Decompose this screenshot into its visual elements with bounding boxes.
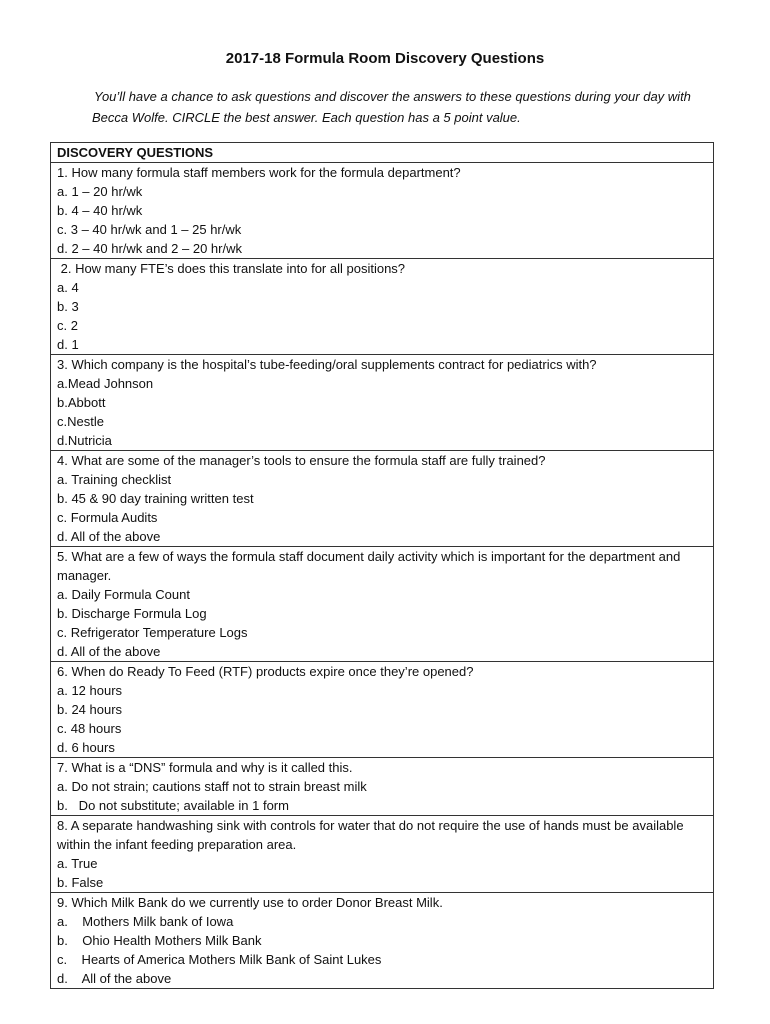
answer-option: c. 3 – 40 hr/wk and 1 – 25 hr/wk <box>57 222 242 237</box>
question-row-9 <box>51 893 714 989</box>
question-row-3 <box>51 355 714 451</box>
question-cell <box>51 662 714 758</box>
discovery-questions-table <box>50 142 714 989</box>
answer-option: a. Training checklist <box>57 472 172 487</box>
question-text: 3. Which company is the hospital’s tube-feeding/oral supplements contract for pediatrics with? <box>57 357 597 372</box>
question-text: 5. What are a few of ways the formula staff document daily activity which is important for the department and manager. <box>57 549 681 583</box>
question-text: 4. What are some of the manager’s tools to ensure the formula staff are fully trained? <box>57 453 546 468</box>
table-header: DISCOVERY QUESTIONS <box>51 143 714 163</box>
question-cell <box>51 259 714 355</box>
question-cell <box>51 451 714 547</box>
question-cell <box>51 163 714 259</box>
answer-option: c.Nestle <box>57 414 104 429</box>
answer-option: d. All of the above <box>57 644 161 659</box>
question-text: 1. How many formula staff members work for the formula department? <box>57 165 461 180</box>
question-cell <box>51 547 714 662</box>
question-row-6 <box>51 662 714 758</box>
answer-option: d. 6 hours <box>57 740 115 755</box>
page-title: 2017-18 Formula Room Discovery Questions <box>225 50 545 67</box>
question-row-5 <box>51 547 714 662</box>
question-cell <box>51 816 714 893</box>
question-text: 9. Which Milk Bank do we currently use to order Donor Breast Milk. <box>57 895 443 910</box>
answer-option: d. All of the above <box>57 529 161 544</box>
answer-option: a. Daily Formula Count <box>57 587 190 602</box>
answer-option: b. Do not substitute; available in 1 form <box>57 798 289 813</box>
answer-option: a. 12 hours <box>57 683 123 698</box>
answer-option: b. Discharge Formula Log <box>57 606 207 621</box>
answer-option: b. 24 hours <box>57 702 123 717</box>
answer-option: c. Hearts of America Mothers Milk Bank of Saint Lukes <box>57 952 382 967</box>
question-text: 2. How many FTE’s does this translate into for all positions? <box>57 261 406 276</box>
question-cell <box>51 893 714 989</box>
answer-option: c. 2 <box>57 318 78 333</box>
answer-option: c. Formula Audits <box>57 510 158 525</box>
answer-option: a.Mead Johnson <box>57 376 154 391</box>
question-cell <box>51 758 714 816</box>
question-row-7 <box>51 758 714 816</box>
answer-option: a. 1 – 20 hr/wk <box>57 184 143 199</box>
question-text: 7. What is a “DNS” formula and why is it called this. <box>57 760 353 775</box>
answer-option: c. 48 hours <box>57 721 122 736</box>
answer-option: d. 2 – 40 hr/wk and 2 – 20 hr/wk <box>57 241 242 256</box>
answer-option: a. 4 <box>57 280 79 295</box>
answer-option: b. False <box>57 875 104 890</box>
answer-option: d. 1 <box>57 337 79 352</box>
answer-option: a. Do not strain; cautions staff not to strain breast milk <box>57 779 367 794</box>
answer-option: d. All of the above <box>57 971 172 986</box>
answer-option: b. 4 – 40 hr/wk <box>57 203 143 218</box>
answer-option: a. True <box>57 856 98 871</box>
question-row-8 <box>51 816 714 893</box>
question-text: 8. A separate handwashing sink with controls for water that do not require the use of hands must be available within the infant feeding preparation area. <box>57 818 684 852</box>
answer-option: b. Ohio Health Mothers Milk Bank <box>57 933 262 948</box>
answer-option: b. 45 & 90 day training written test <box>57 491 254 506</box>
question-row-2 <box>51 259 714 355</box>
answer-option: d.Nutricia <box>57 433 112 448</box>
question-row-4 <box>51 451 714 547</box>
question-cell <box>51 355 714 451</box>
answer-option: c. Refrigerator Temperature Logs <box>57 625 248 640</box>
question-row-1 <box>51 163 714 259</box>
answer-option: b. 3 <box>57 299 79 314</box>
intro-instructions: You’ll have a chance to ask questions and discover the answers to these questions during your day with Becca Wolfe. CIRCLE the best answer. Each question has a 5 point value. <box>92 89 691 125</box>
answer-option: b.Abbott <box>57 395 106 410</box>
question-text: 6. When do Ready To Feed (RTF) products expire once they’re opened? <box>57 664 474 679</box>
answer-option: a. Mothers Milk bank of Iowa <box>57 914 234 929</box>
table-header-row <box>51 143 714 163</box>
